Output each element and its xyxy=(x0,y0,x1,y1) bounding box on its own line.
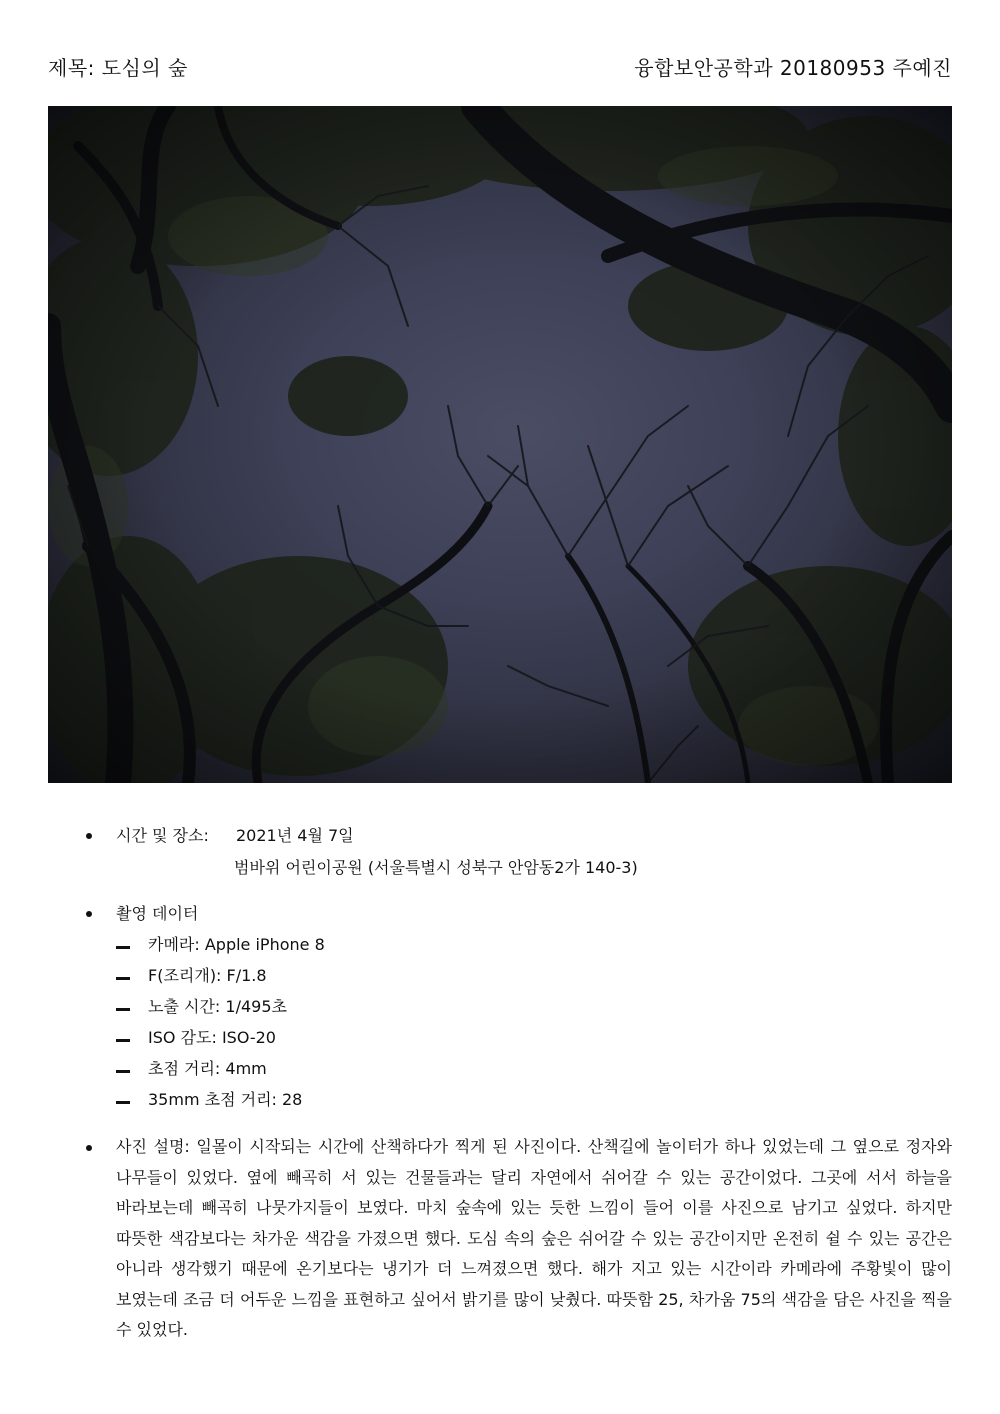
dash-focal-length xyxy=(116,1070,130,1073)
dash-focal-35mm xyxy=(116,1101,130,1104)
focal-length-35mm: 35mm 초점 거리: 28 xyxy=(148,1090,303,1109)
page-header xyxy=(48,52,952,84)
dash-exposure xyxy=(116,1008,130,1011)
dash-iso xyxy=(116,1039,130,1042)
bullet-time-place xyxy=(86,829,96,839)
camera-model: 카메라: Apple iPhone 8 xyxy=(148,935,325,954)
exposure-time: 노출 시간: 1/495초 xyxy=(148,997,287,1016)
tree-silhouette xyxy=(48,106,952,783)
time-place-label: 시간 및 장소: xyxy=(116,826,209,845)
aperture-value: F(조리개): F/1.8 xyxy=(148,966,267,985)
shooting-date: 2021년 4월 7일 xyxy=(236,826,354,845)
dash-aperture xyxy=(116,977,130,980)
shooting-place: 범바위 어린이공원 (서울특별시 성북구 안암동2가 140-3) xyxy=(234,858,638,877)
forest-canopy-photo xyxy=(48,106,952,783)
document-title: 제목: 도심의 숲 xyxy=(48,56,188,80)
focal-length: 초점 거리: 4mm xyxy=(148,1059,267,1078)
bullet-description xyxy=(86,1141,96,1151)
author-info: 융합보안공학과 20180953 주예진 xyxy=(634,56,952,80)
dash-camera xyxy=(116,946,130,949)
photo-description: 사진 설명: 일몰이 시작되는 시간에 산책하다가 찍게 된 사진이다. 산책길에 놀이터가 하나 있었는데 그 옆으로 정자와 나무들이 있었다. 옆에 빼곡히 서 있는 건물들과는 달리 자연에서 쉬어갈 수 있는 공간이었다. 그곳에 서서 하늘을 바라보는데 빼곡히 나뭇가지들이 보였다. 마치 숲속에 있는 듯한 느낌이 들어 이를 사진으로 남기고 싶었다. 하지만 따뜻한 색감보다는 차가운 색감을 가졌으면 했다. 도심 속의 숲은 쉬어갈 수 있는 공간이지만 온전히 쉴 수 있는 공간은 아니라 생각했기 때문에 온기보다는 냉기가 더 느껴졌으면 했다. 해가 지고 있는 시간이라 카메라에 주황빛이 많이 보였는데 조금 더 어두운 느낌을 표현하고 싶어서 밝기를 많이 낮췄다. 따뜻함 25, 차가움 75의 색감을 담은 사진을 찍을 수 있었다. xyxy=(116,1137,952,1339)
shooting-data-label: 촬영 데이터 xyxy=(116,904,199,923)
iso-value: ISO 감도: ISO-20 xyxy=(148,1028,276,1047)
bullet-shooting-data xyxy=(86,907,96,917)
